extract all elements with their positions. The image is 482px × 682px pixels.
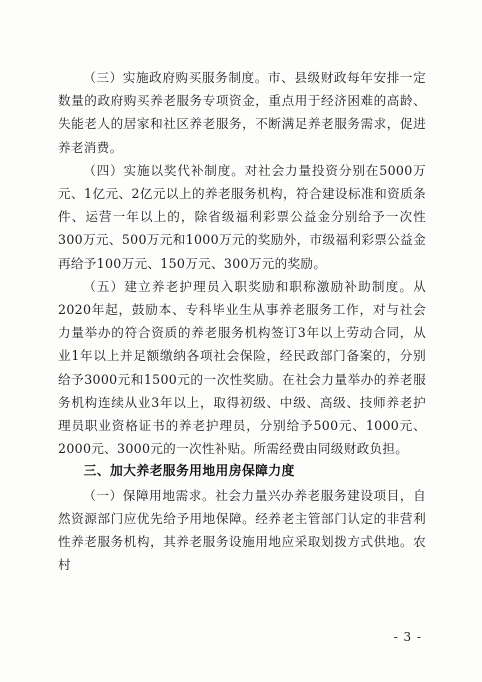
paragraph-lead: （一）保障用地需求。	[83, 487, 216, 503]
paragraph-lead: （四）实施以奖代补制度。	[83, 162, 245, 178]
document-body	[58, 66, 426, 576]
paragraph-purchase-services	[58, 66, 426, 159]
page-number: - 3 -	[393, 630, 422, 644]
section-heading: 三、加大养老服务用地用房保障力度	[83, 464, 295, 480]
paragraph-text: 社会力量兴办养老服务建设项目，自然资源部门应优先给予用地保障。经养老主管部门认定的非营利性养老服务机构，其养老服务设施用地应采取划拨方式供地。农村	[58, 487, 426, 573]
paragraph-text: 对社会力量投资分别在5000万元、1亿元、2亿元以上的养老服务机构，符合建设标准和资质条件、运营一年以上的，除省级福利彩票公益金分别给予一次性300万元、500万元和1000万元的奖励外，市级福利彩票公益金再给予100万元、150万元、300万元的奖励。	[58, 162, 426, 271]
paragraph-land-use	[58, 484, 426, 577]
paragraph-text: 市、县级财政每年安排一定数量的政府购买养老服务专项资金，重点用于经济困难的高龄、失能老人的居家和社区养老服务，不断满足养老服务需求，促进养老消费。	[58, 70, 426, 155]
paragraph-text: 从2020年起，鼓励本、专科毕业生从事养老服务工作，对与社会力量举办的符合资质的养老服务机构签订3年以上劳动合同，从业1年以上并足额缴纳各项社会保险，经民政部门备案的，分别给予3000元和1500元的一次性奖励。在社会力量举办的养老服务机构连续从业3年以上，取得初级、中级、高级、技师养老护理员职业资格证书的养老护理员，分别给予500元、1000元、2000元、3000元的一次性补贴。所需经费由同级财政负担。	[58, 278, 426, 457]
paragraph-reward-subsidy	[58, 159, 426, 275]
paragraph-caregiver-incentives	[58, 275, 426, 461]
paragraph-lead: （五）建立养老护理员入职奖励和职称激励补助制度。	[83, 278, 414, 294]
paragraph-lead: （三）实施政府购买服务制度。	[83, 70, 268, 85]
